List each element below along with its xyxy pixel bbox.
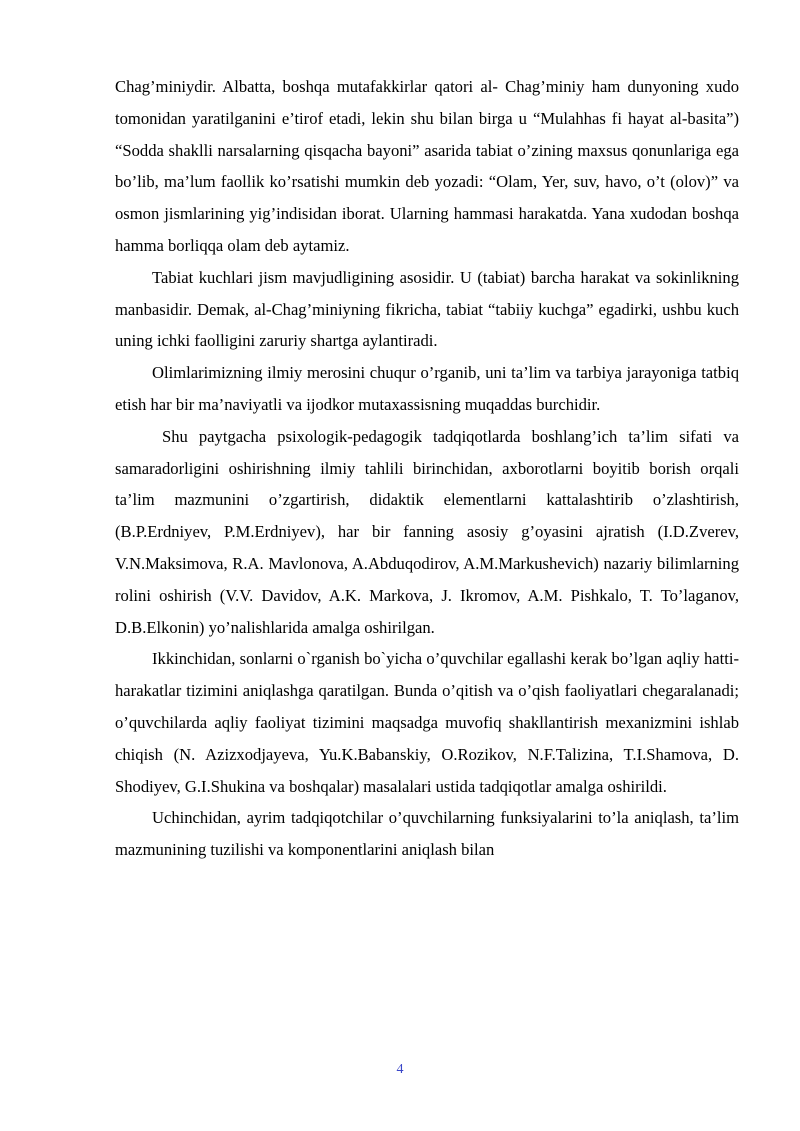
paragraph-6: Uchinchidan, ayrim tadqiqotchilar o’quvchilarning funksiyalarini to’la aniqlash, ta’lim mazmunining tuzilishi va komponentlarini aniqlash bilan: [115, 808, 739, 860]
paragraph-1: Chag’miniydir. Albatta, boshqa mutafakkirlar qatori al- Chag’miniy ham dunyoning xudo tomonidan yaratilganini e’tirof etadi, lekin shu bilan birga u “Mulahhas fi hayat al-basita”) “Sodda shaklli narsalarning qisqacha bayoni” asarida tabiat o’zining maxsus qonunlariga ega bo’lib, ma’lum faollik ko’rsatishi mumkin deb yozadi: “Olam, Yer, suv, havo, o’t (olov)” va osmon jismlarining yig’indisidan iborat. Ularning hammasi harakatda. Yana xudodan boshqa hamma borliqqa olam deb aytamiz.: [115, 77, 739, 255]
paragraph-4: Shu paytgacha psixologik-pedagogik tadqiqotlarda boshlang’ich ta’lim sifati va samaradorligini oshirishning ilmiy tahlili birinchidan, axborotlarni boyitib borish orqali ta’lim mazmunini o’zgartirish, didaktik elementlarni kattalashtirib o’zlashtirish, (B.P.Erdniyev, P.M.Erdniyev), har bir fanning asosiy g’oyasini ajratish (I.D.Zverev, V.N.Maksimova, R.A. Mavlonova, A.Abduqodirov, A.M.Markushevich) nazariy bilimlarning rolini oshirish (V.V. Davidov, A.K. Markova, J. Ikromov, A.M. Pishkalo, T. To’laganov, D.B.Elkonin) yo’nalishlarida amalga oshirilgan.: [115, 426, 739, 637]
paragraph-2: Tabiat kuchlari jism mavjudligining asosidir. U (tabiat) barcha harakat va sokinlikning manbasidir. Demak, al-Chag’miniyning fikricha, tabiat “tabiiy kuchga” egadirki, ushbu kuch uning ichki faolligini zaruriy shartga aylantiradi.: [115, 267, 739, 351]
paragraph-3: Olimlarimizning ilmiy merosini chuqur o’rganib, uni ta’lim va tarbiya jarayoniga tatbiq etish har bir ma’naviyatli va ijodkor mutaxassisning muqaddas burchidir.: [115, 363, 739, 414]
page-number: 4: [396, 1062, 404, 1077]
paragraph-5: Ikkinchidan, sonlarni o`rganish bo`yicha o’quvchilar egallashi kerak bo’lgan aqliy hatti-harakatlar tizimini aniqlashga qaratilgan. Bunda o’qitish va o’qish faoliyatlari chegaralanadi; o’quvchilarda aqliy faoliyat tizimini maqsadga muvofiq shakllantirish mexanizmini ishlab chiqish (N. Azizxodjayeva, Yu.K.Babanskiy, O.Rozikov, N.F.Talizina, T.I.Shamova, D. Shodiyev, G.I.Shukina va boshqalar) masalalari ustida tadqiqotlar amalga oshirildi.: [115, 649, 739, 796]
document-body: [115, 71, 739, 866]
